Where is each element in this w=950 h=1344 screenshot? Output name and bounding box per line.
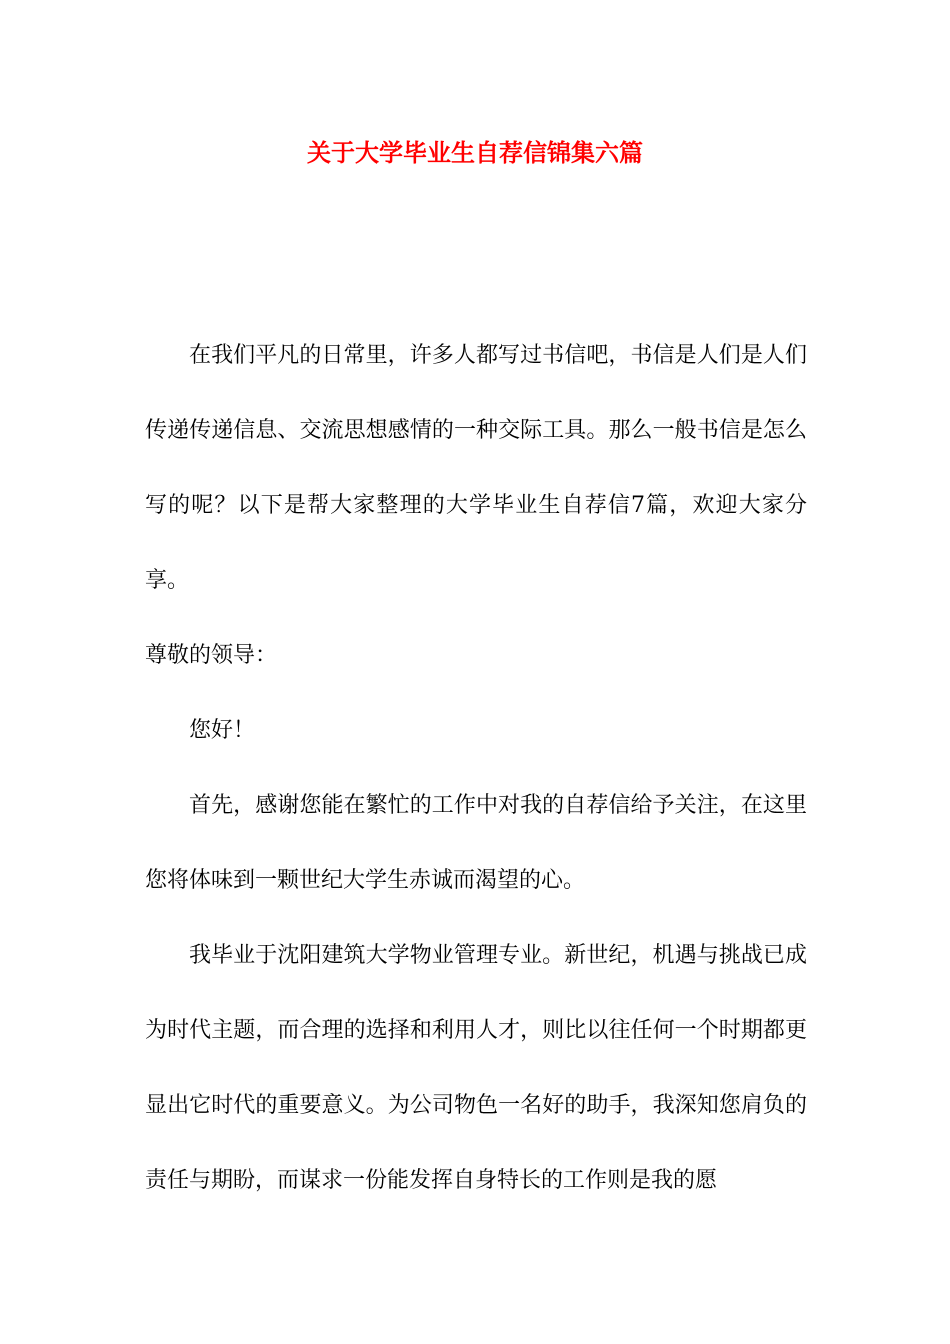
body-paragraph-thanks: 首先，感谢您能在繁忙的工作中对我的自荐信给予关注，在这里您将体味到一颗世纪大学生赤诚而渴望的心。 [145, 793, 807, 893]
body-paragraph-background: 我毕业于沈阳建筑大学物业管理专业。新世纪，机遇与挑战已成为时代主题，而合理的选择和利用人才，则比以往任何一个时期都更显出它时代的重要意义。为公司物色一名好的助手，我深知您肩负的责任与期盼，而谋求一份能发挥自身特长的工作则是我的愿 [145, 943, 807, 1193]
greeting: 您好！ [189, 718, 256, 743]
salutation: 尊敬的领导： [145, 643, 278, 668]
intro-paragraph: 在我们平凡的日常里，许多人都写过书信吧，书信是人们是人们传递传递信息、交流思想感情的一种交际工具。那么一般书信是怎么写的呢？以下是帮大家整理的大学毕业生自荐信7篇，欢迎大家分享。 [145, 343, 807, 593]
document-body [145, 318, 807, 1218]
document-title: 关于大学毕业生自荐信锦集六篇 [307, 138, 643, 167]
